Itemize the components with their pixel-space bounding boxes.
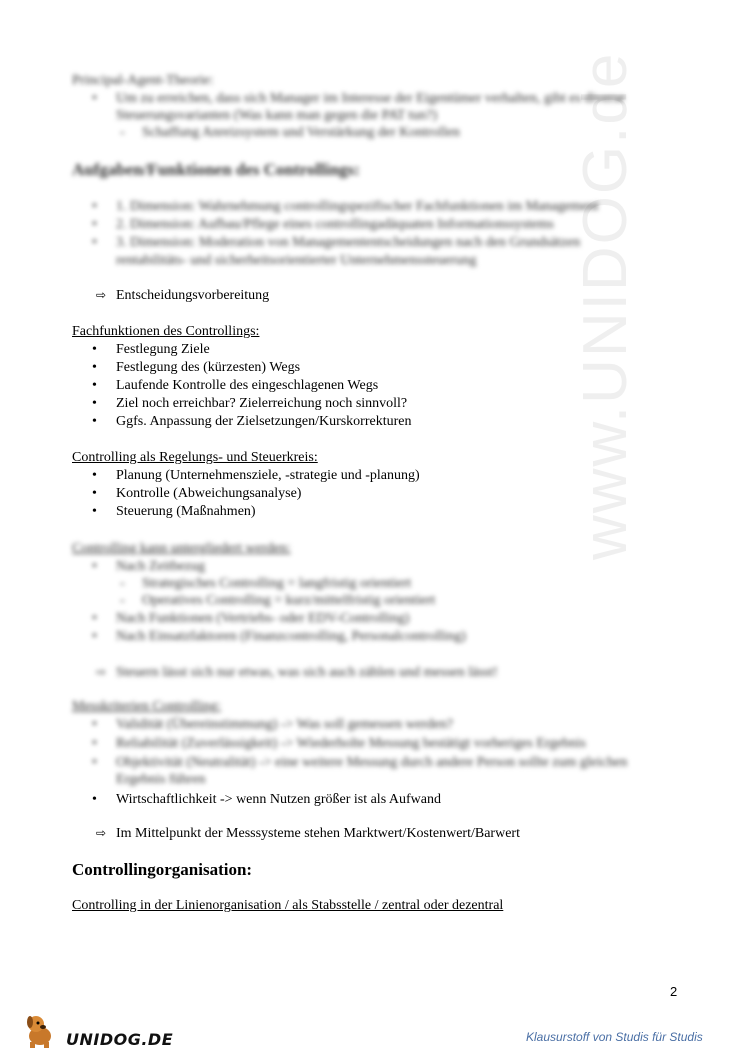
section-heading-org: Controllingorganisation:	[72, 860, 253, 879]
list-item-text: Planung (Unternehmensziele, -strategie und -planung)	[116, 468, 420, 483]
blurred-item-text: Reliabilität (Zuverlässigkeit) -> Wiederholte Messung bestätigt vorheriges Ergebnis	[116, 736, 586, 751]
blurred-heading: Controlling kann untergliedert werden:	[72, 541, 291, 556]
list-item-text: Kontrolle (Abweichungsanalyse)	[116, 486, 302, 501]
logo-text: UNIDOG.DE	[66, 1030, 174, 1049]
blurred-dim1-text: 1. Dimension: Wahrnehmung controllingspezifischer Fachfunktionen im Management	[116, 199, 599, 214]
page-number: 2	[670, 984, 678, 999]
fach-heading: Fachfunktionen des Controllings:	[72, 324, 260, 339]
list-item-text: Ziel noch erreichbar? Zielerreichung noch sinnvoll?	[116, 396, 408, 411]
blurred-heading-pat: Principal-Agent-Theorie:	[72, 73, 214, 88]
blurred-item-text: Objektivität (Neutralität) -> eine weitere Messung durch andere Person sollte zum gleichen	[116, 755, 628, 770]
blurred-item-text: Nach Funktionen (Vertriebs- oder EDV-Controlling)	[116, 611, 410, 626]
org-subheading: Controlling in der Linienorganisation / als Stabsstelle / zentral oder dezentral	[72, 898, 504, 913]
blurred-item-text: Nach Zeitbezug	[116, 559, 206, 574]
blurred-heading-mess: Messkriterien Controlling:	[72, 699, 221, 714]
list-item-text: Festlegung Ziele	[116, 342, 210, 357]
arrow-icon: ⇨	[96, 826, 107, 840]
unidog-logo	[22, 1010, 174, 1050]
watermark: www.UNIDOG.de	[571, 51, 640, 560]
blurred-dash-text: Strategisches Controlling = langfristig orientiert	[142, 576, 412, 591]
list-item-text: Steuerung (Maßnahmen)	[116, 504, 256, 519]
dog-icon	[22, 1010, 62, 1050]
arrow-text-1: Entscheidungsvorbereitung	[116, 288, 270, 303]
blurred-dash-text: Operatives Controlling = kurz/mittelfristig orientiert	[142, 593, 436, 608]
list-item-text: Festlegung des (kürzesten) Wegs	[116, 360, 301, 375]
blurred-item-text: Ergebnis führen	[116, 772, 206, 787]
list-item-text: Wirtschaftlichkeit -> wenn Nutzen größer ist als Aufwand	[116, 792, 441, 807]
blurred-bullet-cont-text: Steuerungsvarianten (Was kann man gegen die PAT tun?)	[116, 108, 438, 123]
footer-slogan: Klausurstoff von Studis für Studis	[526, 1030, 703, 1044]
regel-heading: Controlling als Regelungs- und Steuerkreis:	[72, 450, 318, 465]
blurred-item-text: Nach Einsatzfaktoren (Finanzcontrolling, Personalcontrolling)	[116, 629, 466, 644]
blurred-dash-text: Schaffung Anreizsystem und Verstärkung der Kontrollen	[142, 125, 460, 140]
blurred-item-text: Validität (Übereinstimmung) -> Was soll gemessen werden?	[116, 717, 453, 732]
list-item-text: Laufende Kontrolle des eingeschlagenen Wegs	[116, 378, 379, 393]
blurred-dim3-text: 3. Dimension: Moderation von Managemententscheidungen nach den Grundsätzen	[116, 235, 581, 250]
blurred-dim2-text: 2. Dimension: Aufbau/Pflege eines controllingadäquaten Informationssystems	[116, 217, 554, 232]
list-item-text: Ggfs. Anpassung der Zielsetzungen/Kurskorrekturen	[116, 414, 412, 429]
arrow-text-2: Im Mittelpunkt der Messsysteme stehen Marktwert/Kostenwert/Barwert	[116, 826, 520, 841]
blurred-section-heading: Aufgaben/Funktionen des Controllings:	[72, 160, 360, 179]
blurred-bullet-text: Um zu erreichen, dass sich Manager im Interesse der Eigentümer verhalten, gibt es diverse	[116, 91, 625, 106]
blurred-arrow-text: Steuern lässt sich nur etwas, was sich auch zählen und messen lässt!	[116, 665, 498, 680]
arrow-icon: ⇨	[96, 288, 107, 302]
blurred-dim3-cont-text: rentabilitäts- und sicherheitsorientierter Unternehmenssteuerung	[116, 253, 477, 268]
